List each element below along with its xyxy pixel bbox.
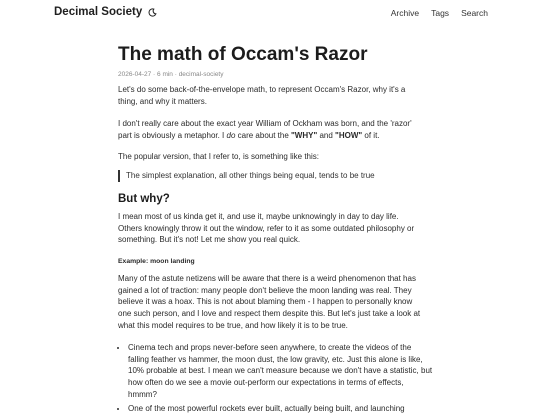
post-meta: 2026-04-27 · 6 min · decimal-society	[118, 71, 224, 78]
razor-quote: The simplest explanation, all other things being equal, tends to be true	[118, 170, 432, 182]
post-title: The math of Occam's Razor	[118, 44, 368, 65]
site-header	[0, 0, 540, 28]
nav-archive[interactable]: Archive	[390, 8, 420, 18]
nav-search[interactable]: Search	[461, 8, 488, 18]
list-item: • One of the most powerful rockets ever built, actually being built, and launching	[128, 403, 434, 415]
popular-version-paragraph: The popular version, that I refer to, is something like this:	[118, 152, 319, 161]
purpose-paragraph: I don't really care about the exact year William of Ockham was born, and the 'razor' part is obviously a metaphor. I do care about the "WHY" and "HOW" of it.	[118, 119, 412, 140]
emphasis-do: do	[226, 130, 236, 140]
site-brand[interactable]	[54, 6, 157, 18]
half-moon-icon[interactable]	[148, 8, 157, 17]
heading-example-moon-landing: Example: moon landing	[118, 258, 195, 265]
site-name[interactable]: Decimal Society	[54, 6, 143, 18]
emphasis-how: "HOW"	[335, 130, 363, 140]
nav-tags[interactable]: Tags	[431, 8, 450, 18]
main-nav	[391, 8, 488, 18]
emphasis-why: "WHY"	[291, 130, 318, 140]
list-item: • Cinema tech and props never-before seen anywhere, to create the videos of the falling feather vs hammer, the moon dust, the low gravity, etc. Just this alone is like, 10% probable at best. I mean we can't measure because we don't have a statistic, but how often do we see a movie out-perform our expectations in terms of effects, hmmm?	[128, 342, 434, 401]
moon-landing-paragraph: Many of the astute netizens will be aware that there is a weird phenomenon that has gained a lot of traction: many people don't believe the moon landing was real. They believe it was a hoax. This is not about blaming them - I happen to personally know one such person, and I love and respect them despite this. But let's just take a look at what this model requires to be true, and how likely it is to be true.	[118, 274, 421, 330]
heading-but-why: But why?	[118, 193, 170, 205]
intro-paragraph: Let's do some back-of-the-envelope math, to represent Occam's Razor, why it's a thing, and why it matters.	[118, 85, 406, 106]
why-paragraph: I mean most of us kinda get it, and use it, maybe unknowingly in day to day life. Others knowingly throw it out the window, refer to it as some outdated philosophy or something. But it's not! Let me show you real quick.	[118, 212, 415, 245]
